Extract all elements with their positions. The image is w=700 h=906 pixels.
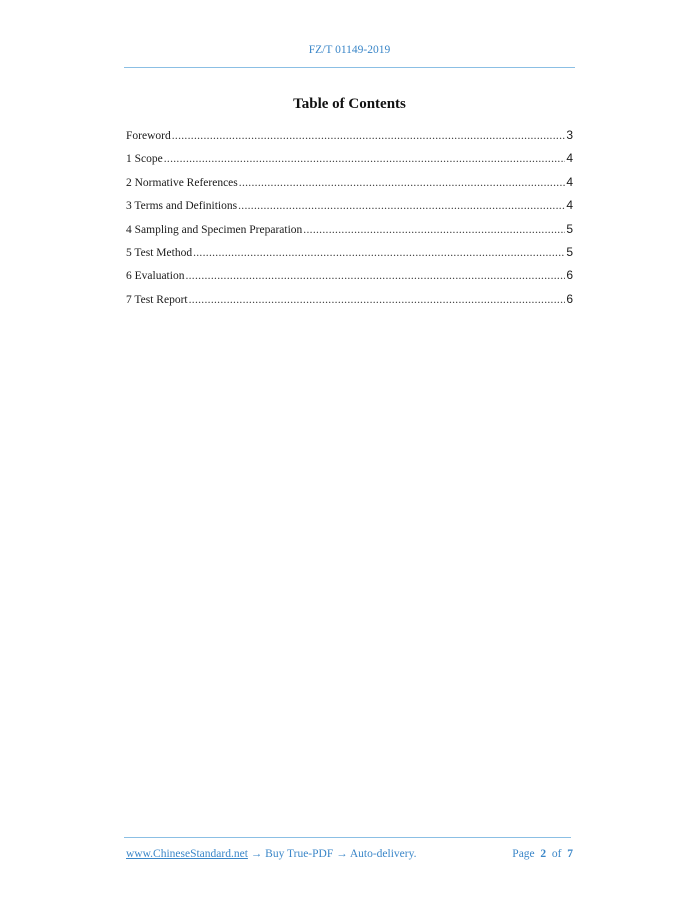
page-header: [124, 44, 575, 56]
toc-entry-page: 6: [566, 268, 573, 283]
footer-divider: [124, 837, 571, 838]
total-pages-number: 7: [567, 848, 573, 860]
toc-entry-test-method[interactable]: [126, 245, 573, 268]
toc-entry-sampling[interactable]: [126, 222, 573, 245]
toc-entry-page: 4: [566, 198, 573, 213]
toc-leader-dots: [238, 200, 565, 212]
toc-leader-dots: [303, 224, 565, 236]
toc-entry-label: 2 Normative References: [126, 176, 238, 189]
toc-entry-label: 7 Test Report: [126, 293, 188, 306]
toc-entry-test-report[interactable]: [126, 292, 573, 315]
toc-leader-dots: [189, 294, 566, 306]
toc-entry-label: 3 Terms and Definitions: [126, 200, 238, 213]
toc-entry-evaluation[interactable]: [126, 268, 573, 291]
page-word: Page: [512, 848, 535, 860]
toc-entry-scope[interactable]: [126, 151, 573, 174]
toc-entry-label: 6 Evaluation: [126, 270, 185, 283]
toc-entry-terms-definitions[interactable]: [126, 198, 573, 221]
table-of-contents: [126, 128, 573, 315]
toc-entry-foreword[interactable]: [126, 128, 573, 151]
of-word: of: [551, 848, 562, 860]
toc-leader-dots: [239, 177, 566, 189]
header-divider: [124, 67, 575, 68]
page-indicator: [512, 848, 573, 860]
toc-entry-page: 6: [566, 291, 573, 306]
footer-promo: [126, 848, 416, 860]
toc-leader-dots: [185, 270, 565, 282]
standard-code: FZ/T 01149-2019: [308, 44, 391, 56]
website-link[interactable]: www.ChineseStandard.net: [126, 848, 248, 860]
toc-entry-page: 3: [566, 128, 573, 142]
toc-entry-label: 5 Test Method: [126, 246, 193, 259]
toc-entry-label: 1 Scope: [126, 153, 163, 166]
current-page-number: 2: [540, 848, 547, 860]
toc-entry-page: 5: [566, 244, 573, 259]
toc-entry-page: 4: [566, 151, 573, 166]
toc-entry-page: 4: [566, 174, 573, 189]
toc-leader-dots: [164, 153, 566, 165]
toc-leader-dots: [172, 130, 566, 142]
toc-leader-dots: [193, 247, 565, 259]
toc-entry-label: 4 Sampling and Specimen Preparation: [126, 223, 303, 236]
toc-entry-label: Foreword: [126, 130, 171, 142]
promo-text: → Buy True-PDF → Auto-delivery.: [247, 848, 417, 860]
toc-entry-normative-references[interactable]: [126, 175, 573, 198]
toc-title: Table of Contents: [293, 96, 406, 112]
toc-entry-page: 5: [566, 221, 573, 236]
